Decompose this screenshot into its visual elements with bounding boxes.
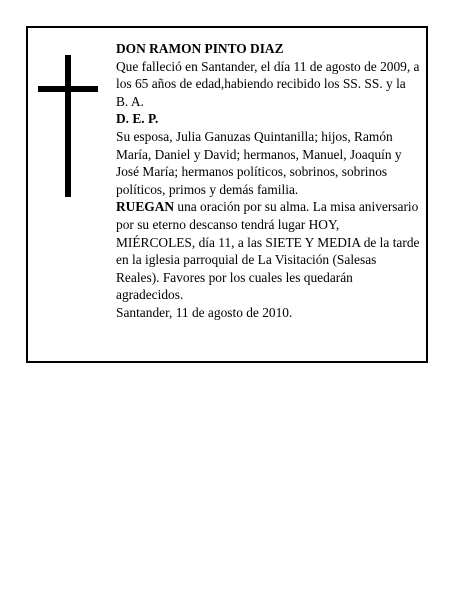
deceased-name: DON RAMON PINTO DIAZ — [116, 41, 284, 56]
latin-cross-icon — [38, 55, 98, 197]
request-body: una oración por su alma. La misa aniversario por su eterno descanso tendrá lugar HOY, MIÉRCOLES, día 11, a las SIETE Y MEDIA de la tarde en la iglesia parroquial de La Visitación (Salesas Reales). Favores por los cuales les quedarán agradecidos. — [116, 199, 420, 303]
mass-request — [116, 198, 421, 304]
request-lead: RUEGAN — [116, 199, 175, 215]
cross-vertical-bar — [65, 55, 71, 197]
obituary-notice — [26, 26, 428, 363]
notice-text — [116, 40, 421, 322]
rip-line: D. E. P. — [116, 111, 159, 127]
cross-horizontal-bar — [38, 86, 98, 92]
dateline: Santander, 11 de agosto de 2010. — [116, 304, 293, 320]
family-list: Su esposa, Julia Ganuzas Quintanilla; hijos, Ramón María, Daniel y David; hermanos, Manuel, Joaquín y José María; hermanos políticos, sobrinos, sobrinos políticos, primos y demás familia. — [116, 128, 402, 197]
death-statement: Que falleció en Santander, el día 11 de agosto de 2009, a los 65 años de edad,habiendo recibido los SS. SS. y la B. A. — [116, 58, 420, 109]
